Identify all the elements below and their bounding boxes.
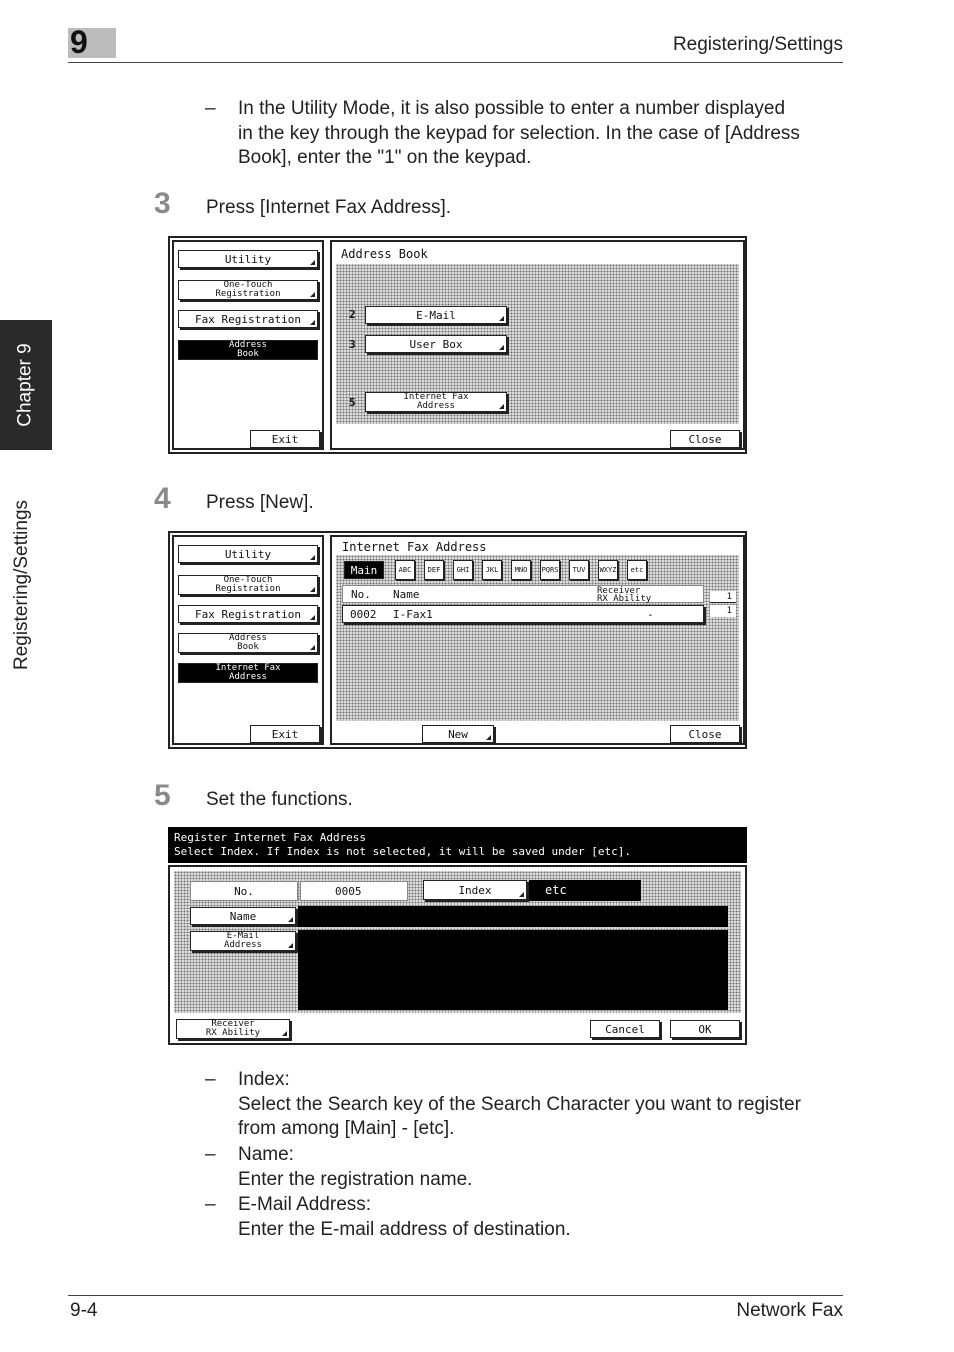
step-text: Set the functions. — [206, 789, 353, 810]
no-label: No. — [190, 881, 298, 901]
utility-button[interactable]: Utility — [178, 545, 318, 563]
index-tab[interactable]: DE F — [424, 560, 444, 580]
no-value: 0005 — [300, 881, 408, 901]
new-button[interactable]: New — [422, 725, 494, 743]
step-text: Press [Internet Fax Address]. — [206, 197, 451, 218]
cancel-button[interactable]: Cancel — [590, 1020, 660, 1038]
internet-fax-address-button[interactable]: Internet Fax Address — [178, 663, 318, 683]
email-address-field[interactable] — [298, 930, 728, 1010]
key-number: 2 — [349, 308, 356, 321]
internet-fax-list-panel — [330, 535, 745, 745]
page-current: 1 — [710, 591, 736, 603]
footer-rule — [68, 1295, 843, 1296]
column-receiver: Receiver RX Ability — [597, 586, 652, 604]
index-tab[interactable]: TU V — [569, 560, 589, 580]
screen-title: Address Book — [341, 247, 428, 261]
address-book-button[interactable]: Address Book — [178, 340, 318, 360]
screen-title: Internet Fax Address — [342, 540, 487, 554]
left-menu-panel — [172, 535, 324, 745]
index-tab[interactable]: AB C — [395, 560, 415, 580]
row-name: I-Fax1 — [393, 607, 433, 621]
name-field[interactable] — [298, 906, 728, 927]
bullet-dash: – — [205, 98, 216, 119]
email-button[interactable]: E-Mail — [365, 306, 507, 324]
close-button[interactable]: Close — [670, 725, 740, 743]
index-button[interactable]: Index — [423, 880, 527, 900]
row-no: 0002 — [350, 607, 377, 621]
screen-register-internet-fax — [168, 827, 747, 1045]
header-rule — [68, 62, 843, 63]
index-tab[interactable]: WX YZ — [598, 560, 618, 580]
index-tab[interactable]: MN O — [511, 560, 531, 580]
step-text: Press [New]. — [206, 492, 314, 513]
step-number: 3 — [154, 187, 171, 220]
screen-internet-fax-address — [168, 531, 747, 749]
list-header — [342, 585, 704, 603]
receiver-rx-ability-button[interactable]: Receiver RX Ability — [176, 1019, 290, 1039]
fax-registration-button[interactable]: Fax Registration — [178, 605, 318, 623]
internet-fax-address-button[interactable]: Internet Fax Address — [365, 392, 507, 412]
exit-button[interactable]: Exit — [250, 725, 320, 743]
row-rx-ability: - — [647, 607, 654, 621]
index-tab[interactable]: etc — [627, 560, 647, 580]
bullet-email: E-Mail Address: Enter the E-mail address of destination. — [238, 1194, 571, 1240]
bullet-dash: – — [205, 1144, 216, 1165]
ok-button[interactable]: OK — [670, 1020, 740, 1038]
left-menu-panel — [172, 240, 324, 450]
index-tab[interactable]: JK L — [482, 560, 502, 580]
chapter-side-label: Chapter 9 — [15, 343, 37, 427]
index-tab[interactable]: GH I — [453, 560, 473, 580]
email-address-button[interactable]: E-Mail Address — [190, 931, 296, 951]
header-title: Registering/Settings — [672, 34, 843, 55]
utility-button[interactable]: Utility — [178, 250, 318, 268]
step-number: 4 — [154, 482, 171, 515]
index-tab-main[interactable]: Main — [344, 561, 384, 579]
chapter-number: 9 — [70, 24, 88, 60]
index-value: etc — [529, 880, 641, 901]
column-name: Name — [393, 587, 420, 601]
key-number: 5 — [349, 396, 356, 409]
address-book-panel — [330, 240, 745, 450]
bullet-index: Index: Select the Search key of the Search Character you want to register from among [Main] - [etc]. — [238, 1069, 801, 1139]
exit-button[interactable]: Exit — [250, 430, 320, 448]
screen-address-book — [168, 236, 747, 454]
address-book-button[interactable]: Address Book — [178, 633, 318, 653]
page-number: 9-4 — [70, 1300, 98, 1321]
close-button[interactable]: Close — [670, 430, 740, 448]
register-header: Register Internet Fax Address Select Index. If Index is not selected, it will be saved under [etc]. — [168, 827, 747, 863]
bullet-dash: – — [205, 1069, 216, 1090]
bullet-dash: – — [205, 1194, 216, 1215]
table-row[interactable] — [342, 605, 704, 623]
footer-title: Network Fax — [736, 1300, 843, 1321]
one-touch-registration-button[interactable]: One-Touch Registration — [178, 280, 318, 300]
intro-bullet-text: In the Utility Mode, it is also possible to enter a number displayed in the key through the keypad for selection. In the case of [Address Book], enter the "1" on the keypad. — [238, 98, 800, 168]
index-tab[interactable]: PQ RS — [540, 560, 560, 580]
page-total: 1 — [710, 605, 736, 617]
bullet-name: Name: Enter the registration name. — [238, 1144, 473, 1190]
section-side-label: Registering/Settings — [11, 499, 33, 671]
user-box-button[interactable]: User Box — [365, 335, 507, 353]
key-number: 3 — [349, 338, 356, 351]
register-form-panel — [168, 865, 747, 1045]
column-no: No. — [351, 587, 371, 601]
one-touch-registration-button[interactable]: One-Touch Registration — [178, 575, 318, 595]
step-number: 5 — [154, 779, 171, 812]
name-button[interactable]: Name — [190, 907, 296, 925]
fax-registration-button[interactable]: Fax Registration — [178, 310, 318, 328]
